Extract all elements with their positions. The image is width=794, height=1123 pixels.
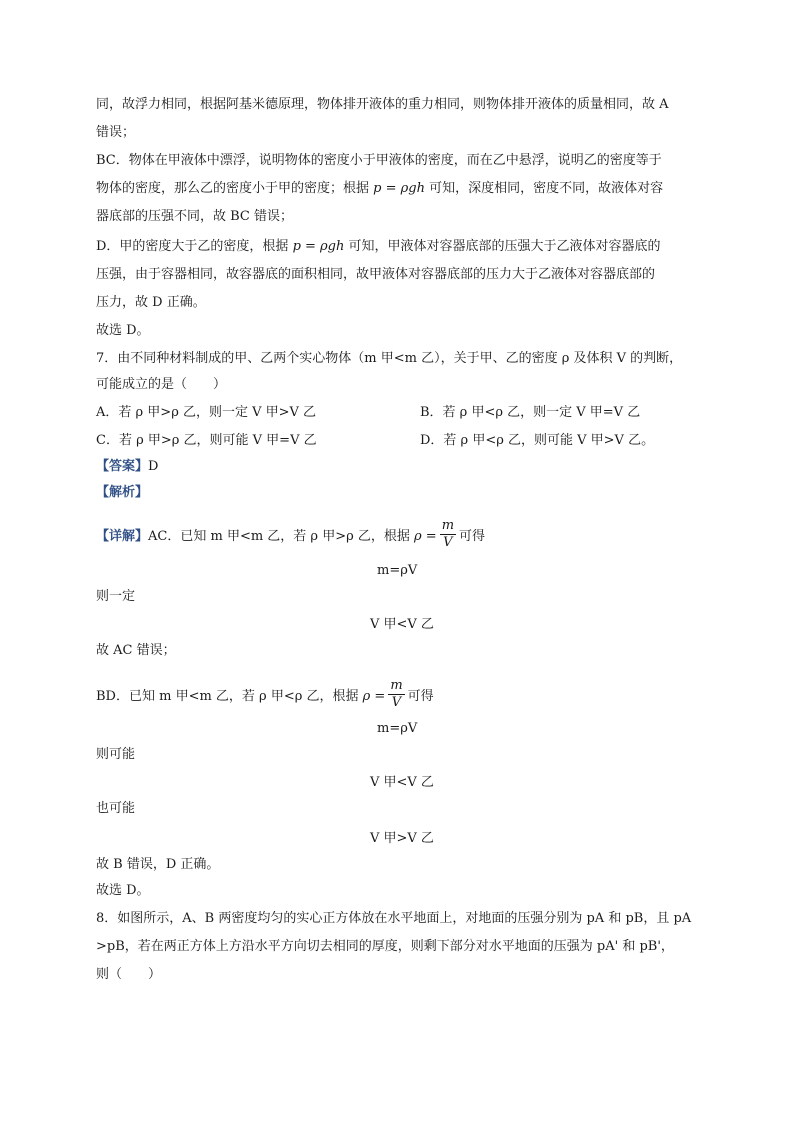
fraction-denominator: V bbox=[443, 535, 453, 550]
text-line: 故 B 错误，D 正确。 bbox=[96, 857, 220, 872]
text-line: 则可能 bbox=[96, 747, 136, 762]
detail-ac-line bbox=[96, 520, 485, 553]
answer-line bbox=[96, 458, 158, 476]
analysis-line bbox=[96, 484, 148, 502]
fraction-numerator: m bbox=[390, 678, 403, 693]
answer-value: D bbox=[148, 459, 159, 474]
equation: V 甲<V 乙 bbox=[370, 617, 434, 632]
equation: m=ρV bbox=[377, 563, 418, 578]
text-segment: 可得 bbox=[459, 529, 486, 544]
fraction-denominator: V bbox=[391, 695, 402, 710]
text-line: BC．物体在甲液体中漂浮，说明物体的密度小于甲液体的密度，而在乙中悬浮，说明乙的密度等于 bbox=[96, 153, 662, 168]
pressure-formula: p = ρgh bbox=[292, 239, 345, 254]
text-segment: 物体的密度，那么乙的密度小于甲的密度；根据 bbox=[96, 181, 374, 196]
equation: V 甲>V 乙 bbox=[370, 831, 434, 846]
text-line: 故选 D。 bbox=[96, 323, 150, 338]
text-line: 也可能 bbox=[96, 801, 136, 816]
text-line bbox=[96, 180, 663, 198]
answer-tag: 【答案】 bbox=[96, 459, 149, 474]
question-8-stem: 则（ ） bbox=[96, 967, 162, 982]
question-8-stem: 8．如图所示，A、B 两密度均匀的实心正方体放在水平地面上，对地面的压强分别为 pA 和 pB，且 pA bbox=[96, 911, 692, 926]
text-line: 错误； bbox=[96, 125, 136, 140]
density-symbol: ρ = bbox=[362, 689, 386, 704]
text-segment: 可知，深度相同，密度不同，故液体对容 bbox=[424, 181, 664, 196]
text-line: 压力，故 D 正确。 bbox=[96, 295, 206, 310]
density-symbol: ρ = bbox=[414, 529, 437, 544]
option-c: C．若 ρ 甲>ρ 乙，则可能 V 甲=V 乙 bbox=[96, 433, 317, 448]
text-line: 则一定 bbox=[96, 589, 136, 604]
equation: m=ρV bbox=[377, 721, 418, 736]
option-a: A．若 ρ 甲>ρ 乙，则一定 V 甲>V 乙 bbox=[96, 405, 317, 420]
text-line: 故 AC 错误； bbox=[96, 643, 176, 658]
detail-tag: 【详解】 bbox=[96, 529, 149, 544]
text-line: 故选 D。 bbox=[96, 883, 150, 898]
fraction-numerator: m bbox=[441, 518, 455, 533]
text-line: 器底部的压强不同，故 BC 错误； bbox=[96, 209, 294, 224]
pressure-formula: p = ρgh bbox=[373, 181, 425, 196]
text-line: 同，故浮力相同，根据阿基米德原理，物体排开液体的重力相同，则物体排开液体的质量相同，故 A bbox=[96, 97, 669, 112]
question-8-stem: >pB，若在两正方体上方沿水平方向切去相同的厚度，则剩下部分对水平地面的压强为 pA' 和 pB'， bbox=[96, 939, 674, 954]
analysis-tag: 【解析】 bbox=[96, 485, 149, 500]
text-segment: BD．已知 m 甲<m 乙，若 ρ 甲<ρ 乙，根据 bbox=[96, 689, 359, 704]
option-d: D．若 ρ 甲<ρ 乙，则可能 V 甲>V 乙。 bbox=[420, 433, 655, 448]
text-line bbox=[96, 238, 661, 256]
option-b: B．若 ρ 甲<ρ 乙，则一定 V 甲=V 乙 bbox=[420, 405, 641, 420]
text-segment: 可知，甲液体对容器底部的压强大于乙液体对容器底的 bbox=[344, 239, 661, 254]
detail-bd-line bbox=[96, 680, 434, 713]
text-line: 压强，由于容器相同，故容器底的面积相同，故甲液体对容器底部的压力大于乙液体对容器底部的 bbox=[96, 267, 656, 282]
density-fraction bbox=[388, 678, 404, 711]
question-7-stem: 7．由不同种材料制成的甲、乙两个实心物体（m 甲<m 乙），关于甲、乙的密度 ρ 及体积 V 的判断， bbox=[96, 351, 683, 366]
text-segment: 可得 bbox=[407, 689, 434, 704]
question-7-stem: 可能成立的是（ ） bbox=[96, 377, 227, 392]
equation: V 甲<V 乙 bbox=[370, 775, 434, 790]
text-segment: AC．已知 m 甲<m 乙，若 ρ 甲>ρ 乙，根据 bbox=[148, 529, 410, 544]
density-fraction bbox=[440, 518, 456, 551]
text-segment: D．甲的密度大于乙的密度，根据 bbox=[96, 239, 293, 254]
